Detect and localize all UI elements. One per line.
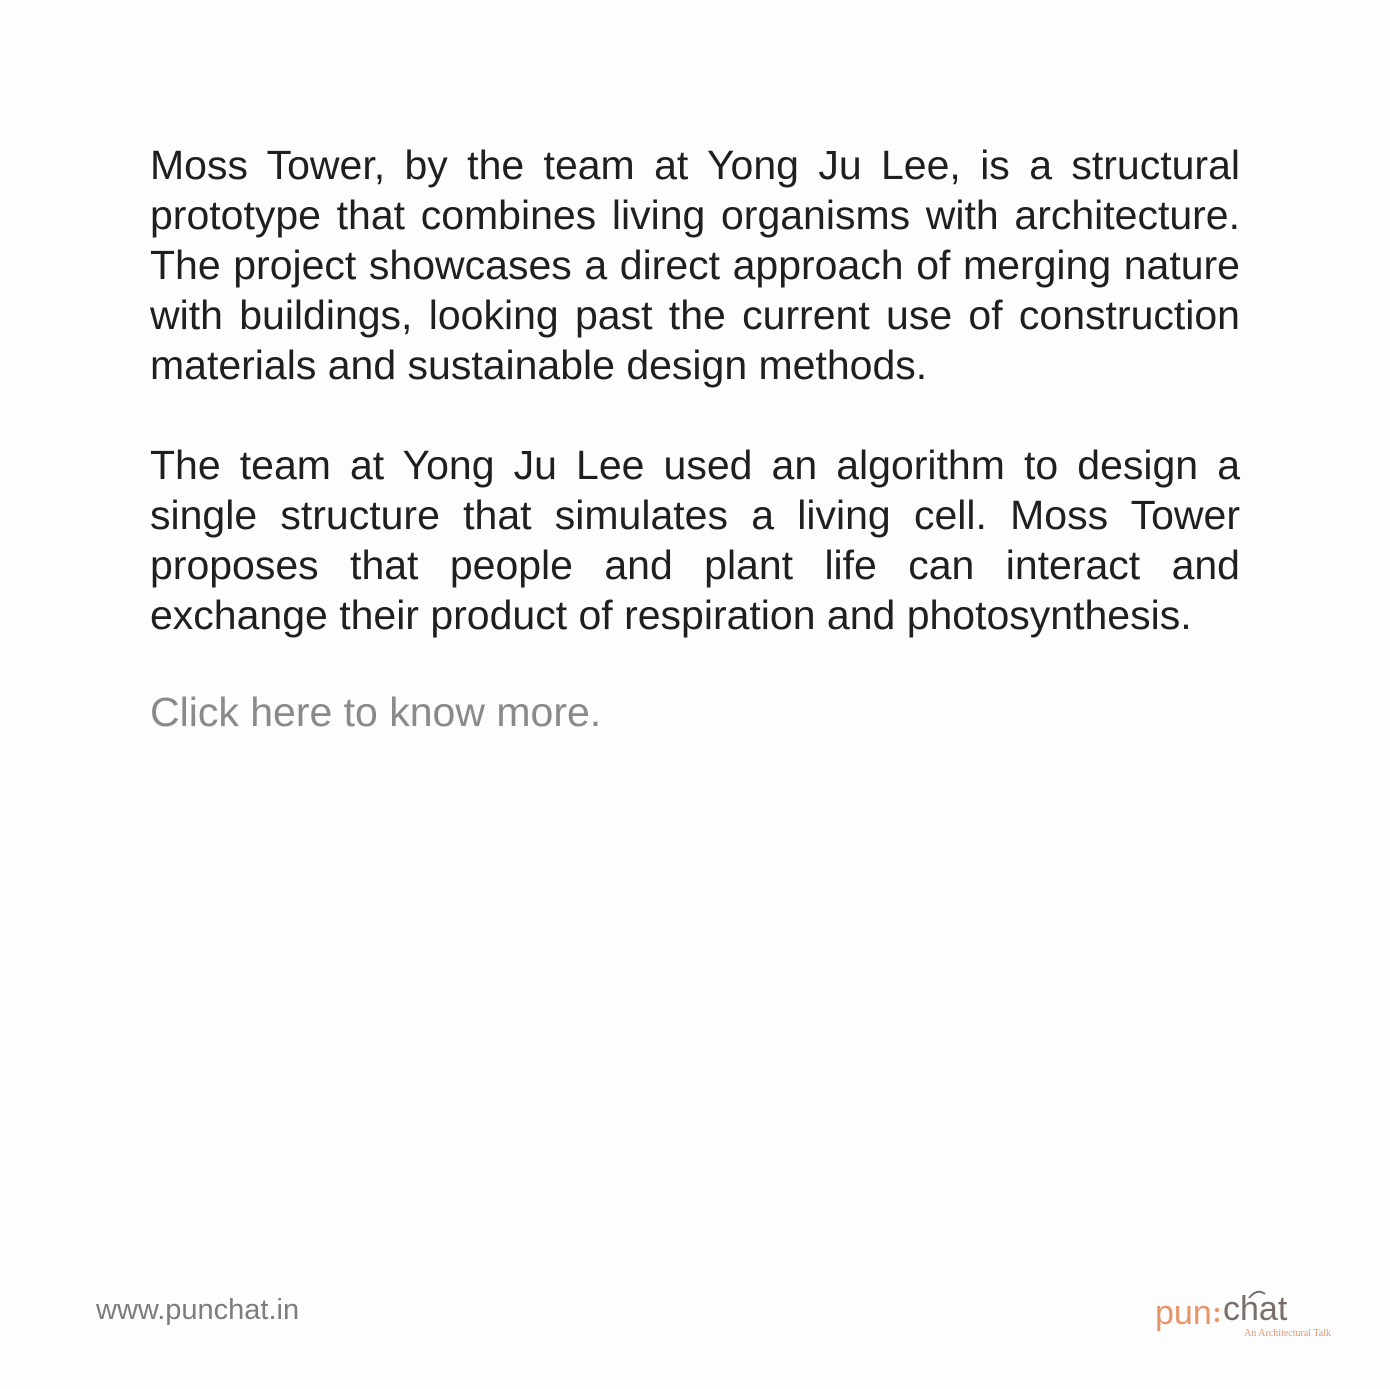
- logo-tagline: An Architectural Talk: [1244, 1328, 1331, 1339]
- article-body: [150, 140, 1240, 737]
- punchat-logo-mark: [1153, 1284, 1333, 1348]
- punchat-logo: [1153, 1284, 1333, 1348]
- know-more-link[interactable]: Click here to know more.: [150, 689, 602, 735]
- article-paragraph-2: The team at Yong Ju Lee used an algorithm to design a single structure that simulates a living cell. Moss Tower proposes that people and plant life can interact and exchange their product of respiration and photosynthesis.: [150, 442, 1240, 638]
- logo-text-secondary: chat: [1223, 1290, 1288, 1328]
- website-url[interactable]: www.punchat.in: [96, 1294, 300, 1326]
- logo-colon-dot-bottom: [1215, 1318, 1219, 1322]
- logo-colon-dot-top: [1215, 1308, 1219, 1312]
- article-paragraph-1: Moss Tower, by the team at Yong Ju Lee, is a structural prototype that combines living organisms with architecture. The project showcases a direct approach of merging nature with buildings, looking past the current use of construction materials and sustainable design methods.: [150, 142, 1240, 388]
- logo-text-primary: pun: [1155, 1294, 1212, 1332]
